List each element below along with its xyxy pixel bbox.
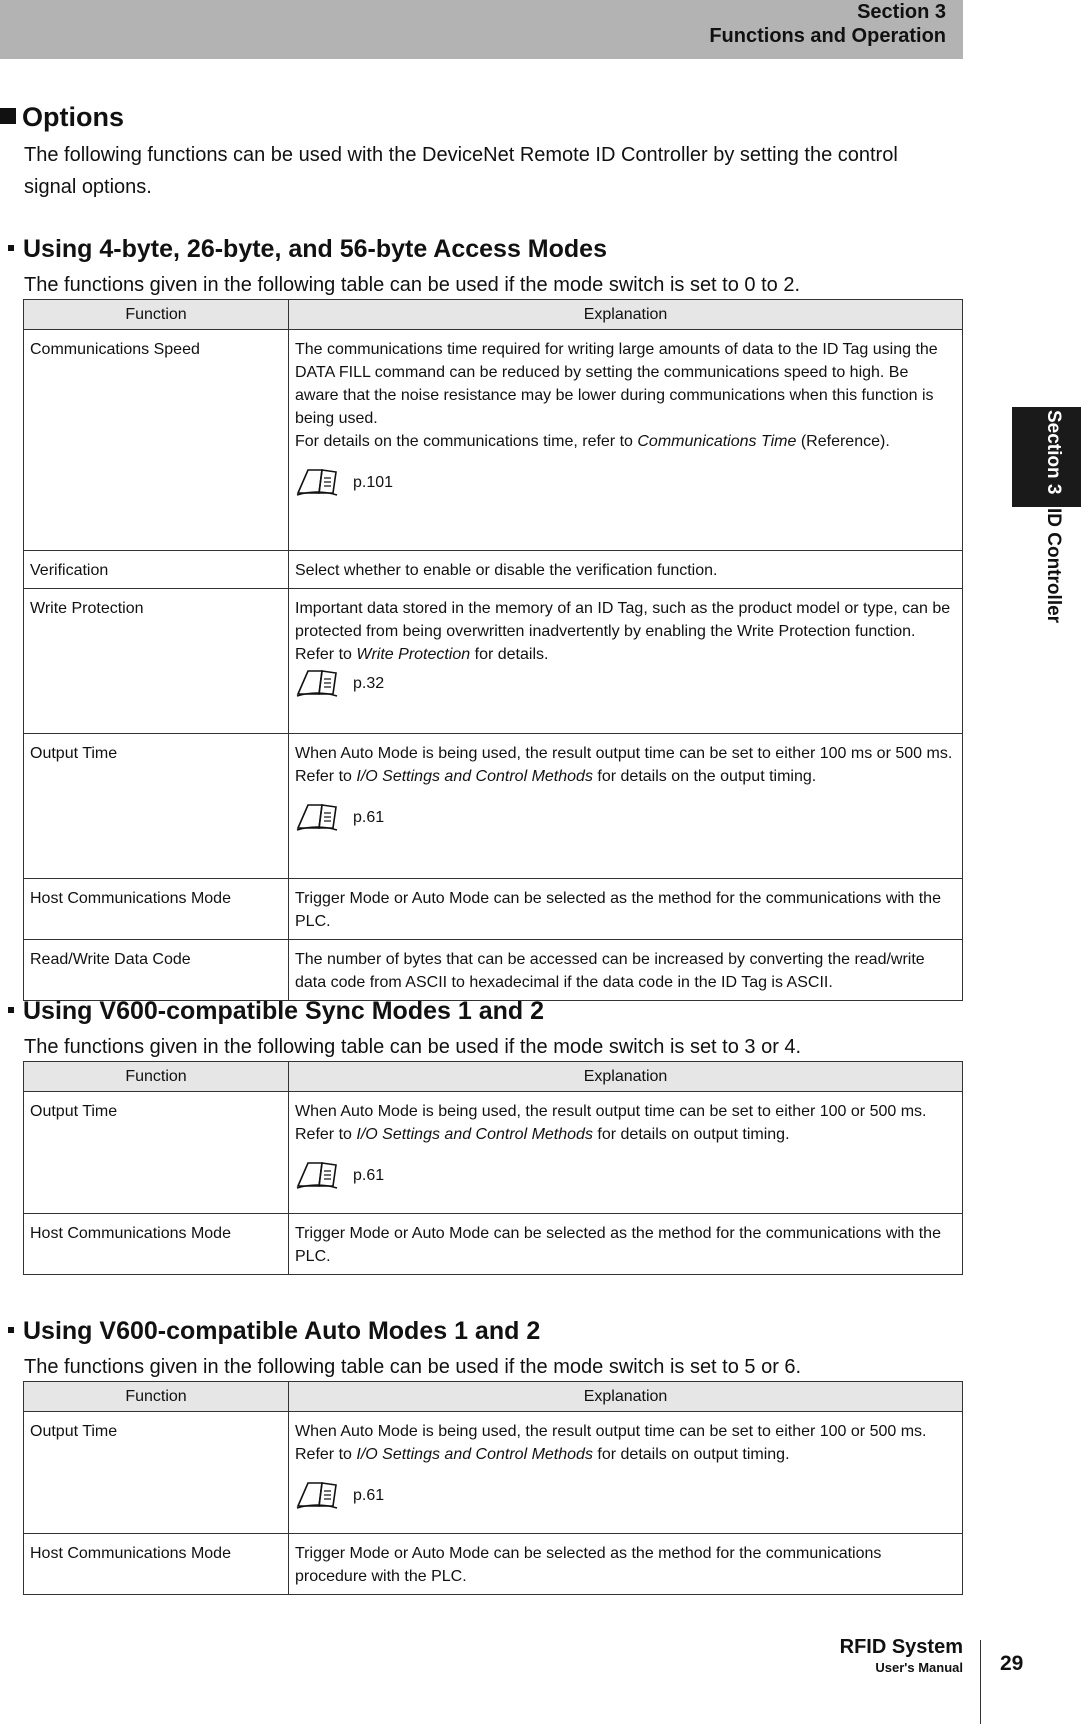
- function-cell: Output Time: [24, 1412, 289, 1534]
- auto-modes-table: [23, 1381, 963, 1595]
- page-reference[interactable]: [295, 1160, 956, 1190]
- table-row: [24, 940, 963, 1001]
- header-section-label: [709, 0, 946, 48]
- footer-manual-subtitle: User's Manual: [875, 1660, 963, 1675]
- table-header-row: [24, 1062, 963, 1092]
- function-cell: Output Time: [24, 1092, 289, 1214]
- options-heading: Options: [0, 102, 124, 133]
- table-row: [24, 879, 963, 940]
- explanation-cell: Trigger Mode or Auto Mode can be selected as the method for the communications with the PLC.: [289, 1214, 963, 1275]
- auto-modes-intro: The functions given in the following table can be used if the mode switch is set to 5 or 6.: [24, 1356, 802, 1378]
- header-chapter-title: Functions and Operation: [709, 25, 946, 47]
- page-reference[interactable]: [295, 802, 956, 832]
- explanation-cell: When Auto Mode is being used, the result output time can be set to either 100 or 500 ms. Refer to I/O Settings and Control Methods for details on output timing. p.61: [289, 1092, 963, 1214]
- table-row: [24, 734, 963, 879]
- sync-modes-table: [23, 1061, 963, 1275]
- column-header-explanation: Explanation: [289, 300, 963, 330]
- table-header-row: [24, 1382, 963, 1412]
- page-reference-label: p.32: [353, 674, 385, 692]
- communications-time-link[interactable]: Communications Time: [637, 433, 797, 450]
- book-reference-icon: [295, 1160, 339, 1190]
- book-reference-icon: [295, 668, 339, 698]
- explanation-cell: When Auto Mode is being used, the result output time can be set to either 100 ms or 500 ms. Refer to I/O Settings and Control Methods for details on the output timing. p.61: [289, 734, 963, 879]
- side-tab: [1042, 410, 1064, 624]
- sync-modes-heading: Using V600-compatible Sync Modes 1 and 2: [8, 997, 544, 1026]
- io-settings-link[interactable]: I/O Settings and Control Methods: [356, 768, 593, 785]
- options-intro: The following functions can be used with the DeviceNet Remote ID Controller by setting the control signal options.: [24, 144, 898, 198]
- io-settings-link[interactable]: I/O Settings and Control Methods: [356, 1446, 593, 1463]
- table-row: [24, 551, 963, 589]
- page-reference-label: p.61: [353, 1486, 385, 1504]
- explanation-cell: Trigger Mode or Auto Mode can be selected as the method for the communications procedure with the PLC.: [289, 1534, 963, 1595]
- square-bullet-icon: [0, 108, 16, 124]
- function-cell: Verification: [24, 551, 289, 589]
- page-reference[interactable]: [295, 467, 956, 497]
- access-modes-table: [23, 299, 963, 1001]
- table-row: [24, 1412, 963, 1534]
- page-reference-label: p.101: [353, 473, 394, 491]
- function-cell: Host Communications Mode: [24, 1534, 289, 1595]
- footer-manual-title: RFID System: [839, 1636, 963, 1658]
- function-cell: Communications Speed: [24, 330, 289, 551]
- page-reference-label: p.61: [353, 808, 385, 826]
- side-tab-section: Section 3: [1043, 410, 1064, 495]
- function-cell: Read/Write Data Code: [24, 940, 289, 1001]
- table-row: [24, 1534, 963, 1595]
- function-cell: Output Time: [24, 734, 289, 879]
- book-reference-icon: [295, 1480, 339, 1510]
- explanation-cell: Important data stored in the memory of an ID Tag, such as the product model or type, can be protected from being overwritten inadvertently by enabling the Write Protection function. Refer to Write Protection for details. p.32: [289, 589, 963, 734]
- explanation-cell: Trigger Mode or Auto Mode can be selected as the method for the communications with the PLC.: [289, 879, 963, 940]
- bullet-icon: [8, 1007, 14, 1013]
- explanation-cell: Select whether to enable or disable the verification function.: [289, 551, 963, 589]
- explanation-cell: The communications time required for writing large amounts of data to the ID Tag using the DATA FILL command can be reduced by setting the communications speed to high. Be aware that the noise resistance may be lower during communications when this function is being used. For details on the communications time, refer to Communications Time (Reference). p.101: [289, 330, 963, 551]
- page-reference-label: p.61: [353, 1166, 385, 1184]
- footer-divider: [980, 1640, 981, 1724]
- access-modes-heading: Using 4-byte, 26-byte, and 56-byte Access Modes: [8, 235, 607, 264]
- page-reference[interactable]: [295, 1480, 956, 1510]
- header-section-number: Section 3: [857, 1, 946, 23]
- page-reference[interactable]: [295, 668, 956, 698]
- table-row: [24, 589, 963, 734]
- bullet-icon: [8, 245, 14, 251]
- column-header-explanation: Explanation: [289, 1062, 963, 1092]
- function-cell: Host Communications Mode: [24, 879, 289, 940]
- column-header-function: Function: [24, 1382, 289, 1412]
- page-number: 29: [1000, 1652, 1024, 1675]
- explanation-cell: When Auto Mode is being used, the result output time can be set to either 100 or 500 ms. Refer to I/O Settings and Control Methods for details on output timing. p.61: [289, 1412, 963, 1534]
- function-cell: Write Protection: [24, 589, 289, 734]
- table-row: [24, 1214, 963, 1275]
- bullet-icon: [8, 1327, 14, 1333]
- function-cell: Host Communications Mode: [24, 1214, 289, 1275]
- sync-modes-intro: The functions given in the following table can be used if the mode switch is set to 3 or 4.: [24, 1036, 802, 1058]
- access-modes-intro: The functions given in the following table can be used if the mode switch is set to 0 to 2.: [24, 274, 801, 296]
- book-reference-icon: [295, 802, 339, 832]
- explanation-cell: The number of bytes that can be accessed can be increased by converting the read/write data code from ASCII to hexadecimal if the data code in the ID Tag is ASCII.: [289, 940, 963, 1001]
- column-header-function: Function: [24, 300, 289, 330]
- column-header-explanation: Explanation: [289, 1382, 963, 1412]
- table-row: [24, 1092, 963, 1214]
- io-settings-link[interactable]: I/O Settings and Control Methods: [356, 1126, 593, 1143]
- column-header-function: Function: [24, 1062, 289, 1092]
- table-header-row: [24, 300, 963, 330]
- write-protection-link[interactable]: Write Protection: [356, 646, 471, 663]
- book-reference-icon: [295, 467, 339, 497]
- table-row: [24, 330, 963, 551]
- auto-modes-heading: Using V600-compatible Auto Modes 1 and 2: [8, 1317, 540, 1346]
- side-tab-title: ID Controller: [1043, 508, 1064, 624]
